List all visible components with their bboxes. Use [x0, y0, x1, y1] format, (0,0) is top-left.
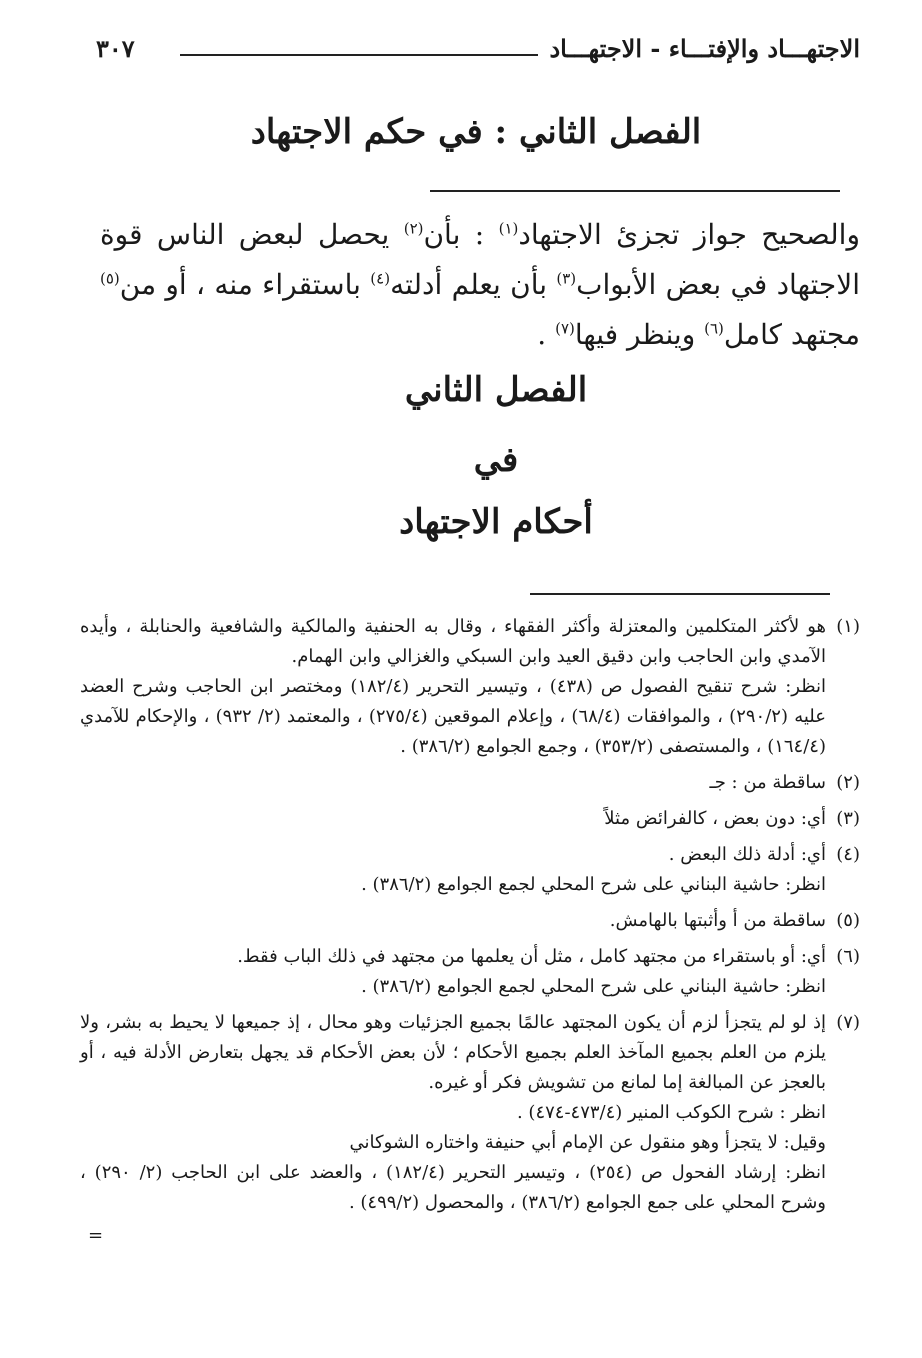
footnote-ref: (٦) [704, 319, 724, 338]
footnote-line: انظر: شرح تنقيح الفصول ص (٤٣٨) ، وتيسير التحرير (١٨٢/٤) ومختصر ابن الحاجب وشرح العضد عليه (٢٩٠/٢) ، والموافقات (٦٨/٤) ، وإعلام الموقعين (٢٧٥/٤) ، والمعتمد (٢/ ٩٣٢) ، والإحكام للآمدي (١٦٤/٤) ، والمستصفى (٣٥٣/٢) ، وجمع الجوامع (٣٨٦/٢) . [80, 676, 826, 757]
footnote-body [80, 906, 826, 936]
body-paragraph [100, 210, 860, 360]
footnote-number: (٧) [836, 1012, 860, 1033]
footnote-number: (٥) [836, 910, 860, 931]
footnote-ref: (٥) [100, 269, 120, 288]
header-rule [180, 54, 538, 56]
footnote-rule [530, 593, 830, 595]
body-text-segment: . [537, 318, 556, 351]
running-head: الاجتهـــاد والإفتـــاء - الاجتهـــاد [549, 34, 860, 63]
footnote-line: إذ لو لم يتجزأ لزم أن يكون المجتهد عالمًا بجميع الجزئيات وهو محال ، إذ جميعها لا يحيط به بشر، ولا يلزم من العلم بجميع المآخذ العلم بجميع الأحكام ؛ لأن بعض الأحكام قد يجهل بتعارض الأدلة فيه ، أو بالعجز عن المبالغة إما لمانع من تشويش فكر أو غيره. [80, 1012, 826, 1093]
footnote-body [80, 840, 826, 900]
body-text-segment: يحصل لبعض الناس قوة الاجتهاد في بعض الأبواب [100, 218, 860, 301]
footnote-body [80, 768, 826, 798]
footnote-body [80, 942, 826, 1002]
section-heading-line: الفصل الثاني [404, 370, 588, 410]
footnote-number: (٣) [836, 808, 860, 829]
page-number: ٣٠٧ [96, 34, 135, 63]
footnote-body [80, 1008, 826, 1218]
footnote-body [80, 804, 826, 834]
footnote-ref: (٧) [555, 319, 575, 338]
footnote-line: أي: أو باستقراء من مجتهد كامل ، مثل أن يعلمها من مجتهد في ذلك الباب فقط. [237, 946, 826, 967]
footnote [80, 942, 860, 1002]
footnote-body [80, 612, 826, 762]
footnote [80, 612, 860, 762]
footnote-ref: (٣) [556, 269, 577, 288]
footnote-number: (١) [836, 616, 860, 637]
footnote-line: هو لأكثر المتكلمين والمعتزلة وأكثر الفقهاء ، وقال به الحنفية والمالكية والشافعية والحنابلة ، وأيده الآمدي وابن الحاجب وابن دقيق العيد وابن السبكي والغزالي وابن الهمام. [80, 616, 826, 667]
footnote-line: انظر: حاشية البناني على شرح المحلي لجمع الجوامع (٣٨٦/٢) . [361, 874, 826, 895]
body-text-segment: والصحيح جواز تجزئ الاجتهاد [518, 218, 860, 251]
chapter-title: الفصل الثاني : في حكم الاجتهاد [250, 112, 702, 152]
footnote-line: أي: دون بعض ، كالفرائض مثلاً [604, 808, 826, 829]
footnote-number: (٤) [836, 844, 860, 865]
footnote-line: أي: أدلة ذلك البعض . [668, 844, 826, 865]
body-text-segment: وينظر فيها [574, 318, 705, 351]
body-text-segment: : بأن [423, 218, 499, 251]
title-rule [430, 190, 840, 192]
footnote-ref: (١) [498, 219, 519, 238]
footnote-line: ساقطة من : جـ [709, 772, 826, 793]
footnote-ref: (٤) [370, 269, 391, 288]
footnote-line: انظر: حاشية البناني على شرح المحلي لجمع الجوامع (٣٨٦/٢) . [361, 976, 826, 997]
footnote-number: (٢) [836, 772, 860, 793]
footnote-line: وقيل: لا يتجزأ وهو منقول عن الإمام أبي حنيفة واختاره الشوكاني [349, 1132, 826, 1153]
body-text-segment: باستقراء منه ، أو من [119, 268, 371, 301]
footnote [80, 840, 860, 900]
footnote-number: (٦) [836, 946, 860, 967]
footnotes [80, 612, 860, 1224]
body-text-segment: بأن يعلم أدلته [390, 268, 557, 301]
footnote-ref: (٢) [403, 219, 424, 238]
section-heading-line: أحكام الاجتهاد [399, 502, 593, 542]
footnote-line: انظر : شرح الكوكب المنير (٤٧٣/٤-٤٧٤) . [516, 1102, 826, 1123]
footnote-line: ساقطة من أ وأثبتها بالهامش. [609, 910, 826, 931]
footnote [80, 906, 860, 936]
footnote [80, 768, 860, 798]
section-heading-line: في [473, 440, 519, 480]
body-text-segment: مجتهد كامل [723, 318, 860, 351]
footnote [80, 1008, 860, 1218]
footnote [80, 804, 860, 834]
footnote-line: انظر: إرشاد الفحول ص (٢٥٤) ، وتيسير التحرير (١٨٢/٤) ، والعضد على ابن الحاجب (٢/ ٢٩٠) ، وشرح المحلي على جمع الجوامع (٣٨٦/٢) ، والمحصول (٤٩٩/٢) . [80, 1162, 826, 1213]
continuation-mark: = [88, 1225, 104, 1246]
